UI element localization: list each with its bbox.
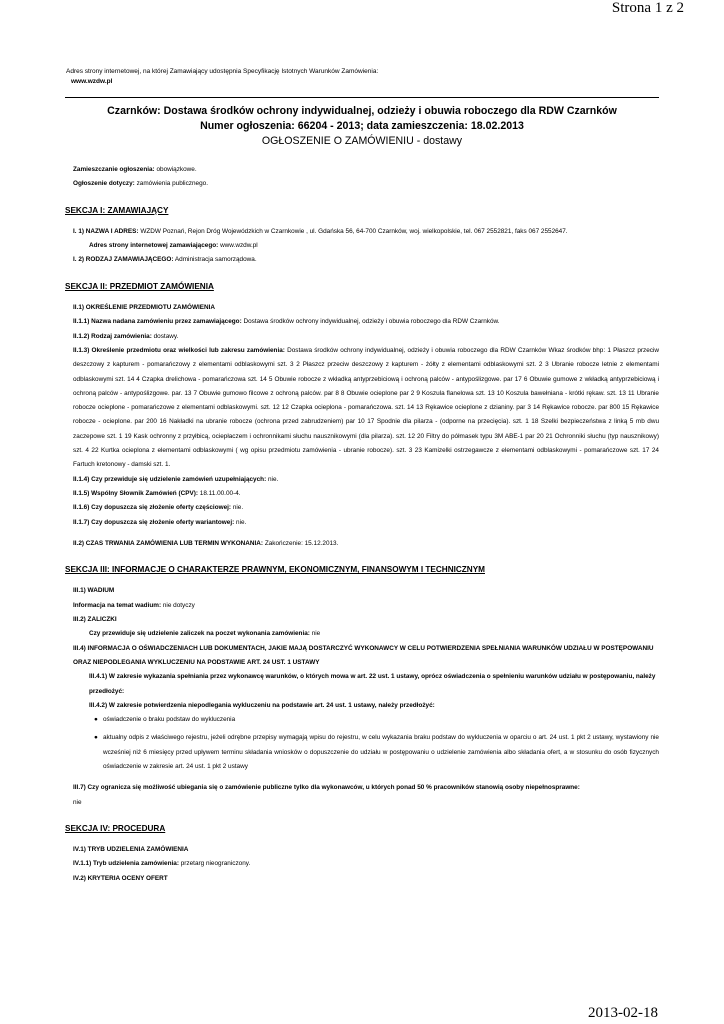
contracting-type: I. 2) RODZAJ ZAMAWIAJĄCEGO: Administracja samorządowa. <box>73 256 257 264</box>
intro-concerns: Ogłoszenie dotyczy: zamówienia publicznego. <box>73 180 208 188</box>
advance-question: Czy przewiduje się udzielenie zaliczek na poczet wykonania zamówienia: nie <box>89 630 321 638</box>
contracting-address: I. 1) NAZWA I ADRES: WZDW Poznań, Rejon Dróg Wojewódzkich w Czarnkowie , ul. Gdańska 56, 64-700 Czarnków, woj. wielkopolskie, tel. 067 2552821, faks 067 2552647. <box>73 227 568 235</box>
contracting-website: Adres strony internetowej zamawiającego: www.wzdw.pl <box>89 242 258 250</box>
page-title: Czarnków: Dostawa środków ochrony indywidualnej, odzieży i obuwia roboczego dla RDW Czarnków <box>107 105 617 117</box>
documents-exclusion: III.4.2) W zakresie potwierdzenia niepodlegania wykluczeniu na podstawie art. 24 ust. 1 ustawy, należy przedłożyć: <box>89 701 435 709</box>
section-4-heading: SEKCJA IV: PROCEDURA <box>65 823 166 833</box>
advance-heading: III.2) ZALICZKI <box>73 616 117 624</box>
section-2-heading: SEKCJA II: PRZEDMIOT ZAMÓWIENIA <box>65 281 214 291</box>
page-number: Strona 1 z 2 <box>611 0 684 16</box>
contract-name: II.1.1) Nazwa nadana zamówieniu przez zamawiającego: Dostawa środków ochrony indywidualnej, odzieży i obuwia roboczego dla RDW Czarnków. <box>73 318 500 326</box>
site-note-block <box>66 67 378 87</box>
header-divider <box>65 97 659 98</box>
procedure-type: IV.1.1) Tryb udzielenia zamówienia: przetarg nieograniczony. <box>73 860 251 868</box>
title-block <box>65 104 659 149</box>
documents-heading: III.4) INFORMACJA O OŚWIADCZENIACH LUB DOKUMENTACH, JAKIE MAJĄ DOSTARCZYĆ WYKONAWCY W CELU POTWIERDZENIA SPEŁNIANIA WARUNKÓW UDZIAŁU W POSTĘPOWANIU ORAZ NIEPODLEGANIA WYKLUCZENIU NA PODSTAWIE ART. 24 UST. 1 USTAWY <box>73 644 654 666</box>
contract-description: II.1.3) Określenie przedmiotu oraz wielkości lub zakresu zamówienia: Dostawa środków ochrony indywidualnej, odzieży i obuwia roboczego dla RDW Czarnków Wkaz środków bhp: 1 Płaszcz przeciw deszczowy z kapturem - pomarańczowy z elementami odblaskowymi szt. 3 2 Płaszcz przeciw deszczowy z kapturem - żółty z elementami odblaskowymi szt. 2 3 Ubranie robocze letnie z elementami odblaskowymi szt. 14 4 Czapka drelichowa - pomarańczowa szt. 14 5 Obuwie robocze z wkładką antyprzebiciową i ochroną palców - antypoślizgowe. par 17 6 Obuwie gumowe z wkładką antyprzebiciową i ochroną palców - antypoślizgowe. par. 13 7 Obuwie gumowo filcowe z ochroną palców. par 8 8 Obuwie ocieplone par 2 9 Koszula flanelowa szt. 13 10 Koszula bawełniana - krótki rękaw. szt. 13 11 Ubranie robocze ocieplone - pomarańczowe z elementami odblaskowymi. szt. 12 12 Czapka ocieplona - pomarańczowa. szt. 14 13 Rękawice ocieplone z dzianiny. par 3 14 Rękawice robocze. par 800 15 Rękawice robocze - ocieplone. par 200 16 Nakładki na ubranie robocze (ochrona przed zabrudzeniem) par 10 17 Spodnie dla pilarza - (odporne na przecięcia). szt. 1 18 Szelki bezpieczeństwa z linką 5 mb dwu zaczepowe szt. 1 19 Kask ochronny z przyłbicą, ociepłaczem i ochronnikami słuchu nausznikowymi (dla pilarza). szt. 12 20 Filtry do półmasek typu 3M ABE-1 par 20 21 Ochronniki słuchu (typ nausznikowy) szt. 4 22 Kurtka ocieplona z elementami odblaskowymi ( wg opisu przedmiotu zamówienia - ubranie robocze). szt. 3 23 Kamizelki ostrzegawcze z elementami odblaskowymi - pomarańczowe szt. 17 24 Fartuch kretonowy - damski szt. 1. <box>73 346 659 469</box>
intro-mandatory: Zamieszczanie ogłoszenia: obowiązkowe. <box>73 166 197 173</box>
footer-date: 2013-02-18 <box>588 1005 658 1021</box>
variant-offers: II.1.7) Czy dopuszcza się złożenie oferty wariantowej: nie. <box>73 518 247 526</box>
procedure-type-heading: IV.1) TRYB UDZIELENIA ZAMÓWIENIA <box>73 846 189 854</box>
contract-duration: II.2) CZAS TRWANIA ZAMÓWIENIA LUB TERMIN WYKONANIA: Zakończenie: 15.12.2013. <box>73 539 339 547</box>
site-url: www.wzdw.pl <box>71 78 113 85</box>
list-item: ● oświadczenie o braku podstaw do wykluczenia <box>94 716 236 724</box>
announcement-type: OGŁOSZENIE O ZAMÓWIENIU - dostawy <box>261 135 463 147</box>
announcement-number: Numer ogłoszenia: 66204 - 2013; data zamieszczenia: 18.02.2013 <box>200 120 524 132</box>
section-1-heading: SEKCJA I: ZAMAWIAJĄCY <box>65 205 169 215</box>
evaluation-criteria-heading: IV.2) KRYTERIA OCENY OFERT <box>73 874 168 882</box>
cpv-code: II.1.5) Wspólny Słownik Zamówień (CPV): 18.11.00.00-4. <box>73 489 241 497</box>
deposit-info: Informacja na temat wadium: nie dotyczy <box>73 601 195 609</box>
deposit-heading: III.1) WADIUM <box>73 587 115 595</box>
document-body <box>65 163 659 886</box>
site-note-text: Adres strony internetowej, na której Zamawiający udostępnia Specyfikację Istotnych Warunków Zamówienia: <box>66 68 379 75</box>
disabled-employees-limit: III.7) Czy ogranicza się możliwość ubiegania się o zamówienie publiczne tylko dla wykonawców, u których ponad 50 % pracowników stanowią osoby niepełnosprawne: nie <box>73 784 580 806</box>
documents-conditions: III.4.1) W zakresie wykazania spełniania przez wykonawcę warunków, o których mowa w art. 22 ust. 1 ustawy, oprócz oświadczenia o spełnieniu warunków udziału w postępowaniu, należy przedłożyć: <box>89 673 656 695</box>
documents-list <box>65 713 659 774</box>
section-3-heading: SEKCJA III: INFORMACJE O CHARAKTERZE PRAWNYM, EKONOMICZNYM, FINANSOWYM I TECHNICZNYM <box>65 565 485 575</box>
contract-kind: II.1.2) Rodzaj zamówienia: dostawy. <box>73 332 179 340</box>
supplementary-orders: II.1.4) Czy przewiduje się udzielenie zamówień uzupełniających: nie. <box>73 475 279 483</box>
list-item: ● aktualny odpis z właściwego rejestru, jeżeli odrębne przepisy wymagają wpisu do rejestru, w celu wykazania braku podstaw do wykluczenia w oparciu o art. 24 ust. 1 pkt 2 ustawy, wystawiony nie wcześniej niż 6 miesięcy przed upływem terminu składania wniosków o dopuszczenie do udziału w postępowaniu o udzielenie zamówienia albo składania ofert, a w stosunku do osób fizycznych oświadczenie w zakresie art. 24 ust. 1 pkt 2 ustawy <box>94 734 659 770</box>
partial-offers: II.1.6) Czy dopuszcza się złożenie oferty częściowej: nie. <box>73 504 244 512</box>
subject-definition: II.1) OKREŚLENIE PRZEDMIOTU ZAMÓWIENIA <box>73 304 216 312</box>
